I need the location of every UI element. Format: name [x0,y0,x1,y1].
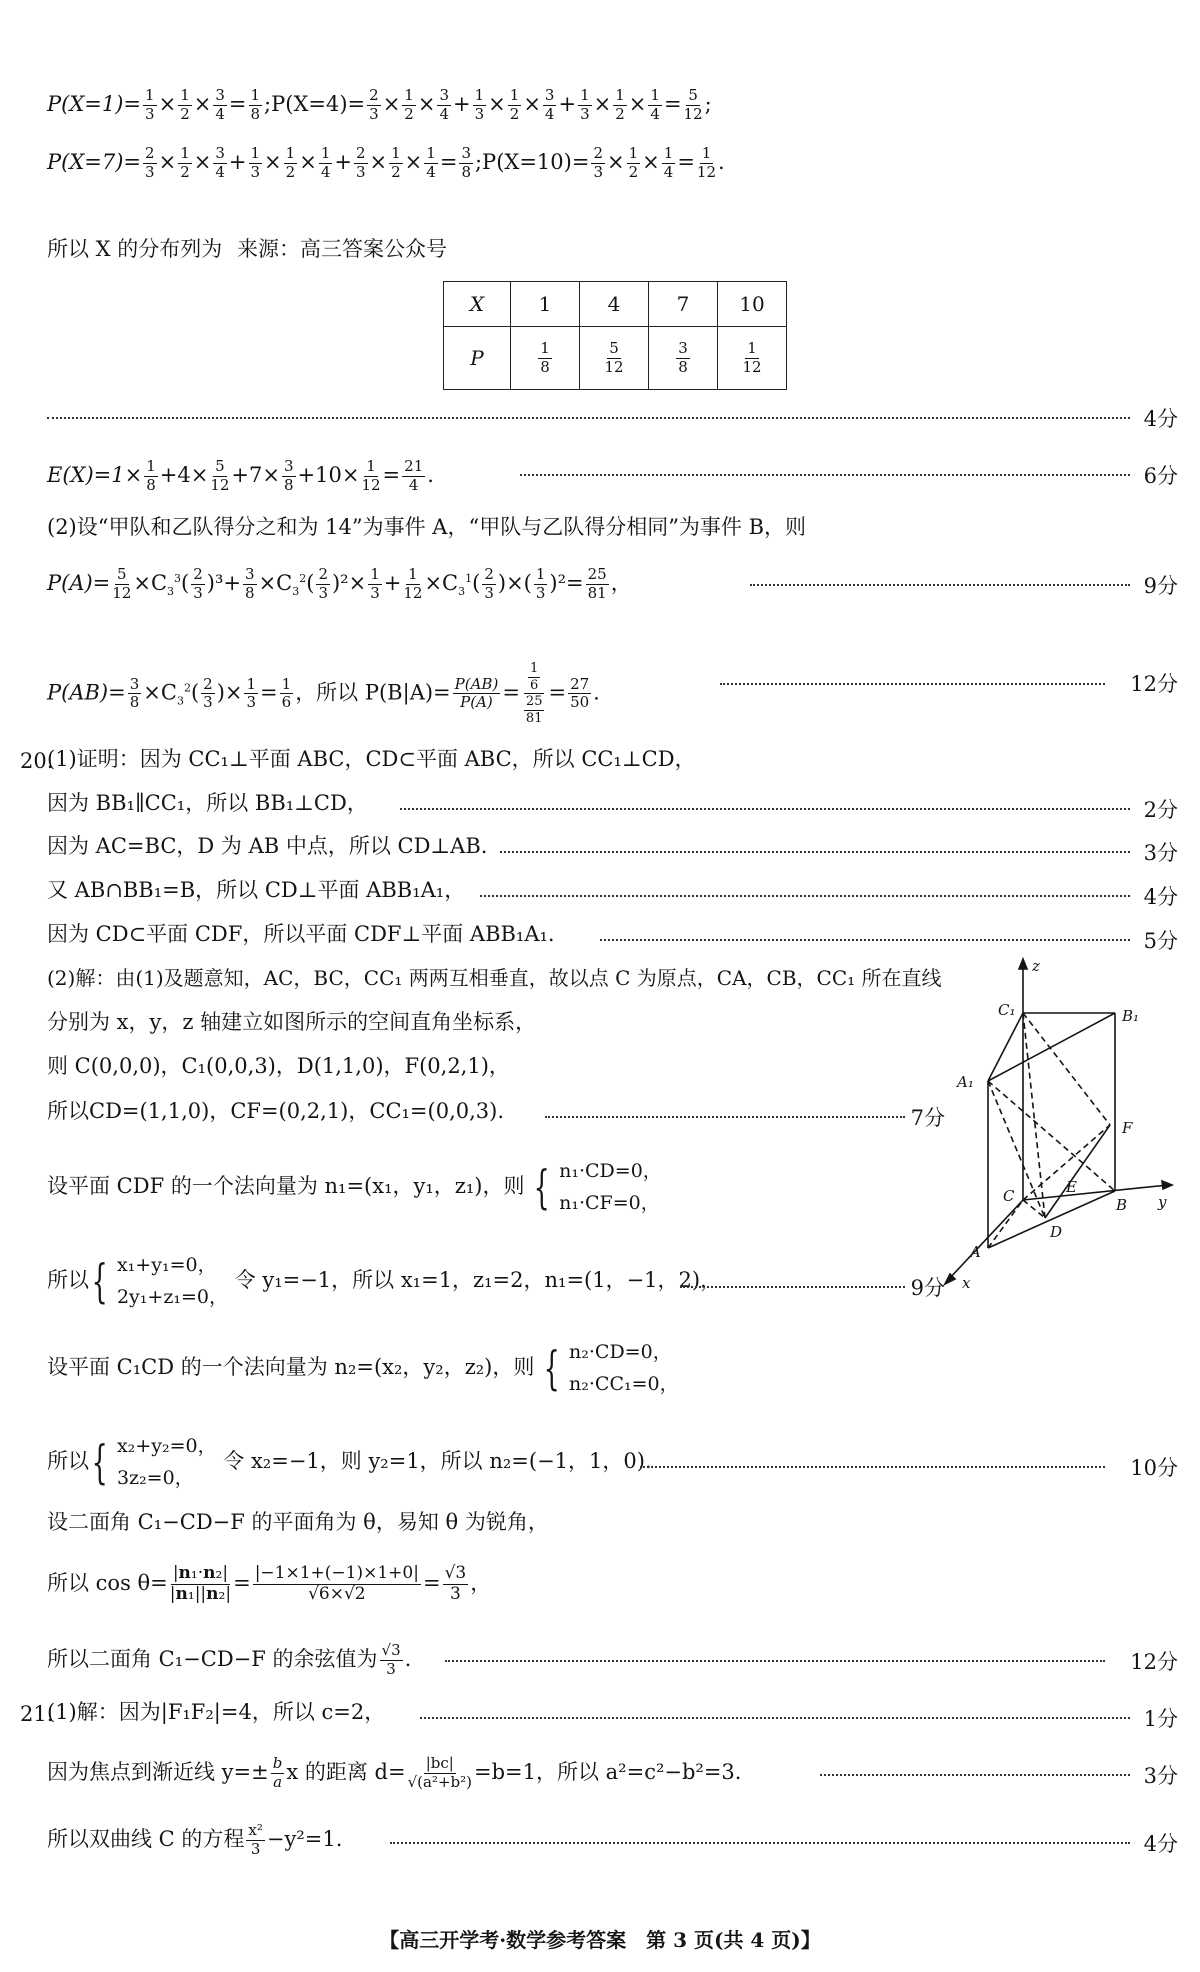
label-b: B [1116,1196,1128,1214]
source-note: 来源：高三答案公众号 [237,237,447,261]
pa-line: P(A)= $\frac{5}{12}$ $\times C_3^3$( $\frac{2}{3}$ )³+ $\frac{3}{8}$ $\times C_3^2$( $\frac{2}{3}$ )²× $\frac{1}{3}$ + $\frac{1}{12}$ $\times C_3^1$( $\frac{2}{3}$ )×( $\frac{1}{3}$ )²= $\frac{25}{81}$ ， [47,565,632,602]
table-cell: $\frac{3}{8}$ [649,327,718,390]
score: 3分 [1143,841,1178,865]
text: 所以双曲线 C 的方程 [47,1826,245,1851]
text: =b=1，所以 a²=c²−b²=3. [473,1759,742,1784]
q20-line: 则 C(0,0,0)，C₁(0,0,3)，D(1,1,0)，F(0,2,1)， [47,1054,510,1078]
table-cell: P [444,327,511,390]
score: 4分 [1143,407,1178,431]
text: 所以 [47,1448,89,1473]
score: 4分 [1143,1832,1178,1856]
dotted-leader [400,808,1130,810]
dotted-leader [445,1660,1105,1662]
page-footer: 【高三开学考·数学参考答案 第 3 页(共 4 页)】 [379,1928,821,1952]
dotted-leader [820,1774,1130,1776]
label-a: A [970,1243,981,1261]
table-cell: $\frac{5}{12}$ [580,327,649,390]
text: P(X=1)= [47,91,142,116]
question-number: 20. [20,749,54,773]
q21-line2: 因为焦点到渐近线 y=± $\frac{b}{a}$ x 的距离 d= $\frac{|bc|}{\text{√(a²+b²)}}$ =b=1，所以 a²=c²−b²=3. [47,1754,742,1791]
label-y: y [1158,1193,1167,1211]
text: E(X)=1× [47,462,143,487]
q20-normal2 [47,1336,679,1401]
q20-line: 分别为 x，y，z 轴建立如图所示的空间直角坐标系， [47,1010,537,1034]
score: 3分 [1143,1764,1178,1788]
label-d: D [1050,1223,1063,1241]
text: 令 y₁=−1，所以 x₁=1，z₁=2，n₁=(1，−1，2)， [234,1267,722,1292]
score: 1分 [1143,1707,1178,1731]
dotted-leader [600,939,1130,941]
label-c: C [1003,1187,1015,1205]
score: 9分 [910,1276,945,1300]
equation: 3z₂=0， [116,1467,194,1490]
q20-normal1 [47,1155,662,1220]
distribution-table [443,281,787,390]
dotted-leader [750,584,1130,586]
brace: { [533,1160,550,1215]
equation: x₁+y₁=0， [116,1254,217,1276]
dotted-leader [680,1286,905,1288]
q20-result: 所以二面角 C₁−CD−F 的余弦值为 $\frac{√3}{3}$ . [47,1641,412,1678]
table-cell: 4 [580,282,649,327]
table-cell: 10 [718,282,787,327]
text: −y²=1. [266,1826,343,1851]
label-a1: A₁ [957,1073,974,1091]
brace: { [543,1341,560,1396]
text: ;P(X=10)= [474,149,590,174]
equation: n₂·CC₁=0， [569,1373,679,1396]
dotted-leader [520,474,1130,476]
text: ;P(X=4)= [264,91,366,116]
table-cell: 7 [649,282,718,327]
dotted-leader [545,1116,905,1118]
dotted-leader [640,1466,1105,1468]
table-row [444,327,787,390]
ex-line: E(X)=1× $\frac{1}{8}$ +4× $\frac{5}{12}$ +7× $\frac{3}{8}$ +10× $\frac{1}{12}$ = $\frac{21}{4}$ . [47,457,434,494]
equation: 2y₁+z₁=0， [116,1286,228,1309]
dotted-leader [420,1717,1130,1719]
equation-system [559,1155,662,1220]
y-axis [1023,1185,1168,1200]
q20-line: 因为 BB₁∥CC₁，所以 BB₁⊥CD， [47,791,368,815]
equation-system [117,1430,217,1495]
text: P(A)= [47,570,111,595]
q20-line: 又 AB∩BB₁=B，所以 CD⊥平面 ABB₁A₁， [47,878,466,902]
q20-solve1 [47,1249,721,1314]
prism-figure [940,955,1175,1295]
score: 12分 [1130,1650,1178,1674]
label-c1: C₁ [998,1001,1016,1019]
score: 6分 [1143,464,1178,488]
dotted-leader [47,417,1130,419]
q20-line: (2)解：由(1)及题意知，AC，BC，CC₁ 两两互相垂直，故以点 C 为原点，CA，CB，CC₁ 所在直线 [47,966,942,990]
dotted-leader [390,1842,1130,1844]
score: 4分 [1143,885,1178,909]
label-f: F [1122,1119,1133,1137]
text: 所以 cos θ= [47,1570,168,1595]
pab-line: P(AB)= $\frac{3}{8}$ $\times C_3^2$( $\frac{2}{3}$ )× $\frac{1}{3}$ = $\frac{1}{6}$ ，所以 P(B|A)= $\frac{P(AB)}{P(A)}$ = $\frac{\frac{1}{6}}{\frac{25}{81}}$ = $\frac{27}{50}$ . [47,661,600,726]
q20-cos: 所以 cos θ= $\frac{\text{|n₁·n₂|}}{\text{|n₁||n₂|}}$ = $\frac{|-1\times 1+(-1)\times 1+0|}{√6\times√2}$ = $\frac{√3}{3}$ ， [47,1563,492,1604]
q20-line: 因为 AC=BC，D 为 AB 中点，所以 CD⊥AB. [47,834,488,858]
label-x: x [962,1274,971,1292]
label-z: z [1032,957,1040,975]
q20-line: 所以CD=(1,1,0)，CF=(0,2,1)，CC₁=(0,0,3). [47,1099,505,1123]
x-axis [948,1200,1023,1280]
equation: n₁·CF=0， [559,1192,660,1215]
equation: n₂·CD=0， [569,1341,672,1363]
score: 12分 [1130,672,1178,696]
q21-line3: 所以双曲线 C 的方程 $\frac{\text{x²}}{3}$ −y²=1. [47,1821,343,1858]
text: 设平面 C₁CD 的一个法向量为 n₂=(x₂，y₂，z₂)，则 [47,1354,535,1379]
text: 所以 X 的分布列为 [47,237,223,261]
text: P(X=7)= [47,149,142,174]
text: 所以二面角 C₁−CD−F 的余弦值为 [47,1646,378,1671]
dotted-leader [720,683,1105,685]
part2-intro: (2)设“甲队和乙队得分之和为 14”为事件 A，“甲队与乙队得分相同”为事件 B，则 [47,515,807,539]
brace: { [91,1435,108,1490]
equation-system [569,1336,679,1401]
text: 设平面 CDF 的一个法向量为 n₁=(x₁，y₁，z₁)，则 [47,1173,525,1198]
score: 9分 [1143,574,1178,598]
text: P(AB)= [47,680,126,705]
label-b1: B₁ [1122,1007,1140,1025]
score: 10分 [1130,1456,1178,1480]
brace: { [91,1254,108,1309]
equation: x₂+y₂=0， [116,1435,217,1457]
q20-solve2 [47,1430,652,1495]
text: 令 x₂=−1，则 y₂=1，所以 n₂=(−1，1，0). [223,1448,652,1473]
dotted-leader [480,895,1130,897]
text: 所以 [47,1267,89,1292]
text: 因为焦点到渐近线 y=± [47,1759,269,1784]
score: 7分 [910,1106,945,1130]
score: 2分 [1143,798,1178,822]
text: ，所以 P(B|A)= [295,680,451,705]
table-cell: X [444,282,511,327]
px7-line: P(X=7)= $\frac{2}{3}$ × $\frac{1}{2}$ × $\frac{3}{4}$ + $\frac{1}{3}$ × $\frac{1}{2}$ × $\frac{1}{4}$ + $\frac{2}{3}$ × $\frac{1}{2}$ × $\frac{1}{4}$ = $\frac{3}{8}$ ;P(X=10)= $\frac{2}{3}$ × $\frac{1}{2}$ × $\frac{1}{4}$ = $\frac{1}{12}$ . [47,144,725,181]
q21-line: (1)解：因为|F₁F₂|=4，所以 c=2， [47,1700,386,1724]
text: x 的距离 d= [286,1759,406,1784]
table-cell: $\frac{1}{8}$ [511,327,580,390]
equation: n₁·CD=0， [559,1160,662,1182]
table-cell: 1 [511,282,580,327]
px1-line: P(X=1)= $\frac{1}{3}$ × $\frac{1}{2}$ × $\frac{3}{4}$ = $\frac{1}{8}$ ;P(X=4)= $\frac{2}{3}$ × $\frac{1}{2}$ × $\frac{3}{4}$ + $\frac{1}{3}$ × $\frac{1}{2}$ × $\frac{3}{4}$ + $\frac{1}{3}$ × $\frac{1}{2}$ × $\frac{1}{4}$ = $\frac{5}{12}$ ; [47,86,712,123]
q20-line: 设二面角 C₁−CD−F 的平面角为 θ，易知 θ 为锐角， [47,1510,549,1534]
q20-line: (1)证明：因为 CC₁⊥平面 ABC，CD⊂平面 ABC，所以 CC₁⊥CD， [47,747,696,771]
equation-system [117,1249,228,1314]
table-row [444,282,787,327]
score: 5分 [1143,929,1178,953]
table-cell: $\frac{1}{12}$ [718,327,787,390]
dist-intro [47,239,447,260]
q20-line: 因为 CD⊂平面 CDF，所以平面 CDF⊥平面 ABB₁A₁. [47,922,555,946]
question-number: 21. [20,1702,54,1726]
label-e: E [1066,1178,1077,1196]
dotted-leader [500,851,1130,853]
